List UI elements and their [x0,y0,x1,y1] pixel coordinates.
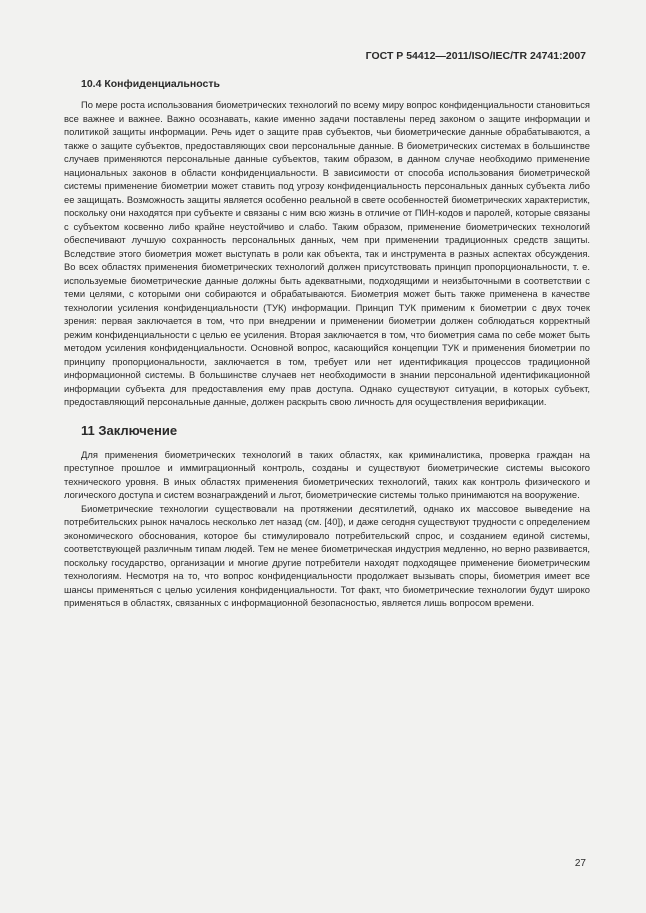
page-number: 27 [574,858,586,869]
section-10-4-title: 10.4 Конфиденциальность [81,78,220,90]
section-11-title: 11 Заключение [81,422,178,438]
document-header: ГОСТ Р 54412—2011/ISO/IEC/TR 24741:2007 [365,50,586,62]
section-10-4-paragraph: По мере роста использования биометрических технологий по всему миру вопрос конфиденциальности становиться все важнее и важнее. Важно осознавать, какие именно задачи поставлены перед законом о защите информации и политикой защиты информации. Речь идет о защите прав субъектов, чьи биометрические данные обрабатываются, а также о защите субъектов, предоставляющих свои персональные данные. В биометрических системах в большинстве случаев применяются персональные данные субъектов, таким образом, в данном случае необходимо применение национальных законов в области конфиденциальности. В зависимости от способа использования биометрической системы применение биометрии может ставить под угрозу конфиденциальность персональных данных субъекта либо ее защищать. Возможность защиты является особенно реальной в свете особенностей биометрических характеристик, поскольку они находятся при субъекте и связаны с ним всю жизнь в отличие от ПИН-кодов и паролей, которые связаны с субъектом косвенно либо крайне неустойчиво и слабо. Таким образом, применение биометрических технологий обеспечивают лучшую сохранность персональных данных, чем при применении традиционных средств защиты. Вследствие этого биометрия может выступать в роли как объекта, так и инструмента в разных аспектах обсуждения. Во всех областях применения биометрических технологий должен присутствовать принцип пропорциональности, т. е. используемые биометрические данные должны быть адекватными, подходящими и неизбыточными в соответствии с теми целями, с которыми они собираются и обрабатываются. Биометрия может быть также применена в качестве технологии усиления конфиденциальности (ТУК) информации. Принцип ТУК применим к биометрии с двух точек зрения: первая заключается в том, что при внедрении и применении биометрии должен соблюдаться корректный режим конфиденциальности с целью ее усиления. Вторая заключается в том, что биометрия сама по себе может быть методом усиления конфиденциальности. Основной вопрос, касающийся концепции ТУК и применения биометрии по принципу пропорциональности, заключается в том, требует или нет идентификация процессов традиционной информационной системы. В большинстве случаев нет необходимости в знании персональной идентификационной информации субъекта для предоставления ему прав доступа. Однако существуют ситуации, в которых субъект, предоставляющий персональные данные, должен раскрыть свою личность для осуществления верификации. [64,99,590,407]
section-11-paragraph-2: Биометрические технологии существовали на протяжении десятилетий, однако их массовое выведение на потребительских рынок началось несколько лет назад (см. [40]), и даже сегодня существуют трудности с определением экономического обоснования, которое бы стимулировало потребительский спрос, и созданием единой системы, соответствующей различным типам людей. Тем не менее биометрическая индустрия медленно, но верно развивается, поскольку государство, организации и многие другие потребители находят подходящее применение биометрическим технологиям. Несмотря на то, что вопрос конфиденциальности продолжает вызывать споры, биометрия имеет все шансы применяться с целью усиления конфиденциальности. Тот факт, что биометрические технологии будут широко применяться в областях, связанных с информационной безопасностью, является лишь вопросом времени. [64,502,590,608]
page-content [64,78,590,610]
section-11-paragraph-1: Для применения биометрических технологий в таких областях, как криминалистика, проверка граждан на преступное прошлое и иммиграционный контроль, созданы и существуют биометрические системы высокого технического уровня. В иных областях применения биометрических технологий, таких как контроль физического и логического доступа и систем вознаграждений и льгот, биометрические системы только принимаются на вооружение. [64,448,590,500]
